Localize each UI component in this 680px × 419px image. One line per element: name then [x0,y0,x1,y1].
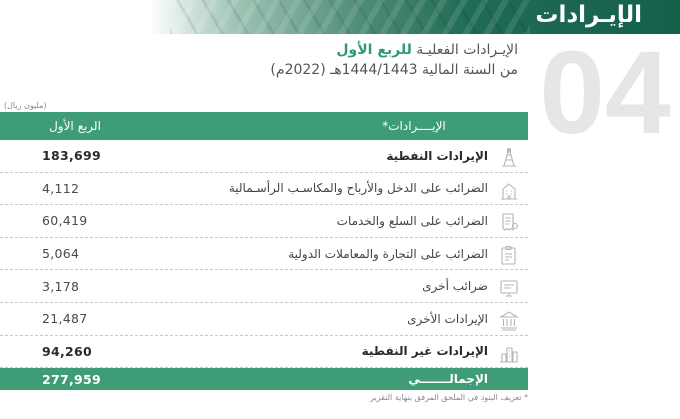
table-row [0,140,528,173]
section-subheading: من السنة المالية 1444/1443هـ (2022م) [270,62,518,78]
row-label: الإيرادات غير النفطية [361,344,488,359]
unit-note: (مليون ريال) [4,101,47,110]
row-label: الضرائب على الدخل والأرباح والمكاسـب الرأسـمالية [228,181,488,196]
bank-icon [498,309,520,331]
clipboard-icon [498,244,520,266]
row-value: 60,419 [42,213,88,229]
table-row [0,205,528,238]
total-value: 277,959 [42,371,102,387]
row-value: 3,178 [42,278,80,294]
column-header-quarter: الربع الأول [49,119,101,133]
row-value: 21,487 [42,311,88,327]
row-label: الإيرادات النفطية [386,148,488,163]
row-label: الضرائب على التجارة والمعاملات الدولية [288,246,488,261]
table-row [0,270,528,303]
heading-accent-text: للربع الأول [336,42,412,58]
city-icon [498,342,520,364]
building-icon [498,179,520,201]
footnote: * تعريف البنود في الملحق المرفق بنهاية التقرير [370,393,528,402]
revenue-table [0,112,528,390]
total-label: الإجمالـــــــي [408,372,488,387]
row-value: 5,064 [42,246,80,262]
document-icon [498,276,520,298]
oil-rig-icon [498,146,520,168]
banner-background-image [170,0,530,34]
row-label: ضرائب أخرى [422,279,488,294]
row-label: الضرائب على السلع والخدمات [336,213,488,228]
table-row [0,173,528,206]
row-value: 94,260 [42,343,93,359]
receipt-icon [498,211,520,233]
column-header-revenues: الإيــــرادات* [382,119,446,133]
table-row [0,336,528,369]
row-value: 4,112 [42,180,80,196]
page-title: الإيـرادات [535,2,642,28]
table-header [0,112,528,140]
total-row [0,368,528,390]
section-heading [336,42,518,58]
section-number: 04 [539,27,671,159]
row-value: 183,699 [42,148,102,164]
heading-text: الإيـرادات الفعليـة [411,42,518,58]
table-row [0,238,528,271]
table-row [0,303,528,336]
row-label: الإيرادات الأخرى [407,311,488,326]
